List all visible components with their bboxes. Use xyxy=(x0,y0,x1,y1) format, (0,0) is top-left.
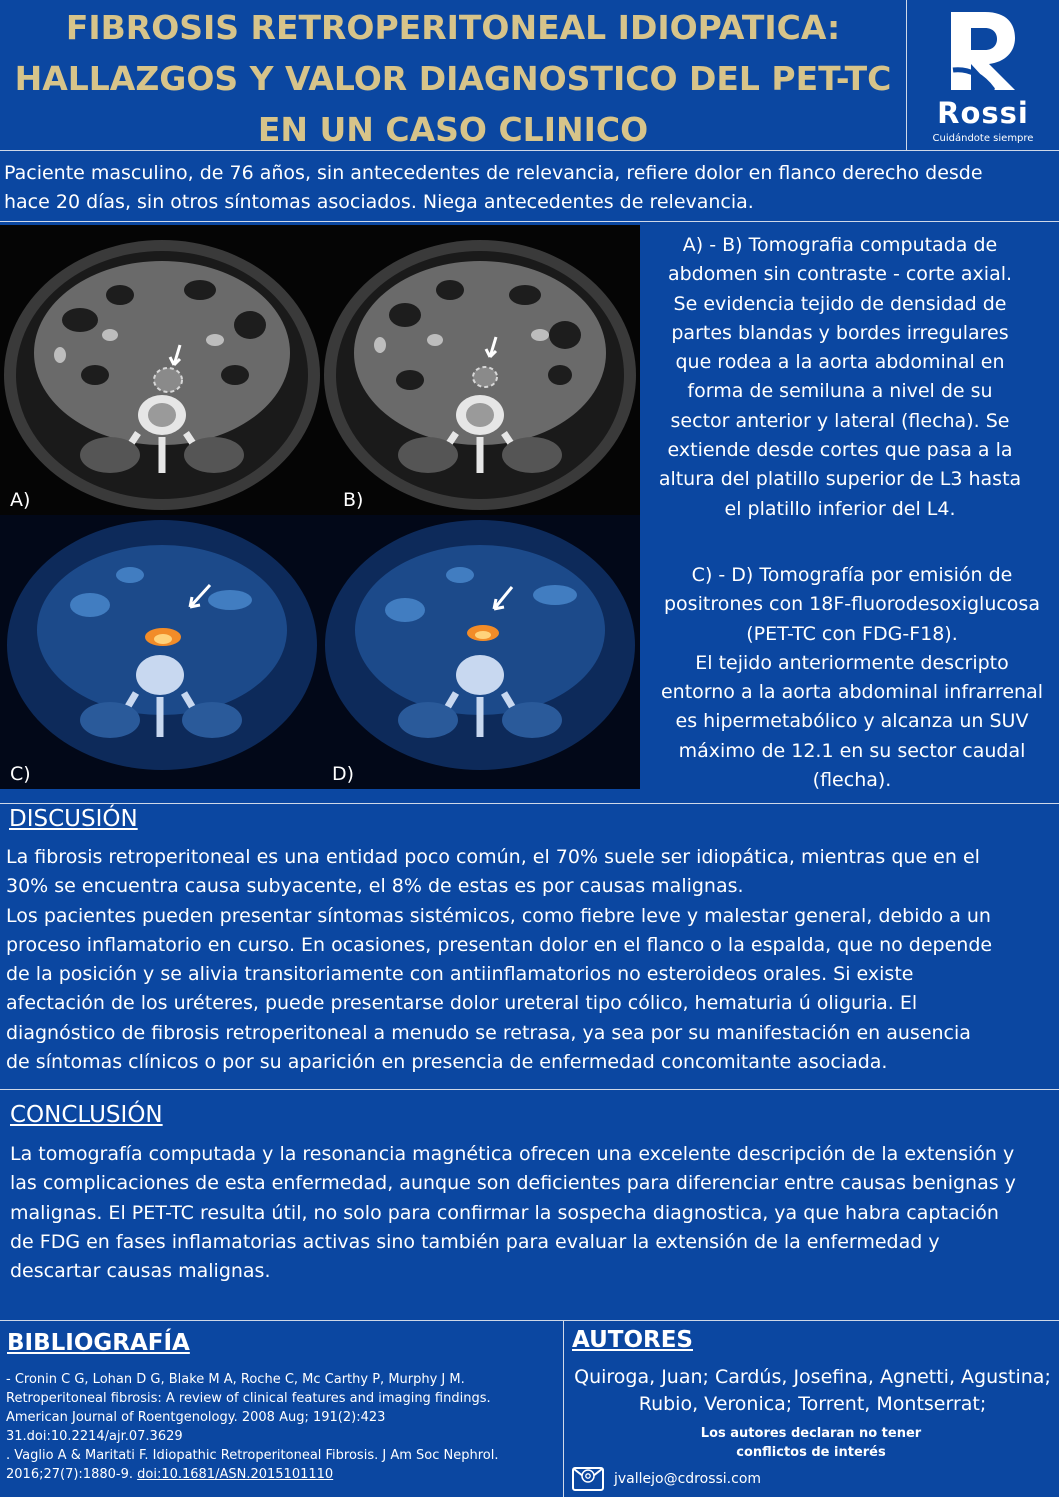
desc-ab-line: A) - B) Tomografia computada de xyxy=(682,234,998,256)
figure-description-ab xyxy=(645,231,1035,524)
pet-ct-image-d xyxy=(320,515,640,789)
panel-label-b: B) xyxy=(343,489,364,511)
desc-ab-line: extiende desde cortes que pasa a la xyxy=(667,439,1013,462)
discussion-line: Los pacientes pueden presentar síntomas sistémicos, como fiebre leve y malestar general, debido a un xyxy=(6,904,991,927)
desc-cd-line: C) - D) Tomografía por emisión de xyxy=(691,564,1013,586)
desc-cd-line: (PET-TC con FDG-F18). xyxy=(746,622,958,645)
desc-ab-line: Se evidencia tejido de densidad de xyxy=(673,292,1007,315)
desc-cd-line: (flecha). xyxy=(812,769,892,792)
discussion-line: 30% se encuentra causa subyacente, el 8% de estas es por causas malignas. xyxy=(6,875,744,898)
note-line: Los autores declaran no tener xyxy=(700,1426,922,1441)
ct-scan-image-a xyxy=(0,225,320,515)
conclusion-title: CONCLUSIÓN xyxy=(10,1102,163,1128)
conclusion-line: de FDG en fases inflamatorias activas sino también para evaluar la extensión de la enfermedad y xyxy=(10,1230,940,1253)
desc-ab-line: el platillo inferior del L4. xyxy=(724,497,956,520)
desc-cd-line: entorno a la aorta abdominal infrarrenal xyxy=(660,681,1043,704)
reference-1-line: - Cronin C G, Lohan D G, Blake M A, Roche C, Mc Carthy P, Murphy J M. xyxy=(6,1372,465,1387)
figure-description-cd xyxy=(645,561,1059,795)
poster-title xyxy=(0,0,906,155)
desc-ab-line: partes blandas y bordes irregulares xyxy=(671,321,1009,344)
intro-line-2: hace 20 días, sin otros síntomas asociados. Niega antecedentes de relevancia. xyxy=(4,191,754,213)
authors-names xyxy=(566,1364,1059,1418)
discussion-line: La fibrosis retroperitoneal es una entidad poco común, el 70% suele ser idiopática, mientras que en el xyxy=(6,846,980,868)
panel-label-d: D) xyxy=(332,763,355,785)
bibliography-list xyxy=(6,1370,546,1484)
authors-line: Quiroga, Juan; Cardús, Josefina, Agnetti, Agustina; xyxy=(574,1366,1051,1388)
discussion-body xyxy=(6,843,1056,1077)
ct-scan-image-b xyxy=(320,225,640,515)
reference-2-citation: 2016;27(7):1880-9. xyxy=(6,1467,138,1482)
title-line-2: HALLAZGOS Y VALOR DIAGNOSTICO DEL PET-TC xyxy=(14,59,892,98)
note-line: conflictos de interés xyxy=(736,1445,886,1460)
rossi-logo xyxy=(907,0,1059,150)
discussion-bottom-rule xyxy=(0,1089,1059,1090)
intro-bottom-rule xyxy=(0,221,1059,222)
logo-tagline: Cuidándote siempre xyxy=(932,133,1034,144)
authors-line: Rubio, Veronica; Torrent, Montserrat; xyxy=(638,1393,987,1415)
intro-line-1: Paciente masculino, de 76 años, sin antecedentes de relevancia, refiere dolor en flanco derecho desde xyxy=(4,162,983,184)
desc-cd-line: es hipermetabólico y alcanza un SUV xyxy=(675,710,1029,733)
header-bottom-rule xyxy=(0,150,1059,151)
discussion-line: de la posición y se alivia transitoriamente con antiinflamatorios no esteroideos orales. Si existe xyxy=(6,963,914,986)
desc-cd-line: máximo de 12.1 en su sector caudal xyxy=(678,739,1026,762)
reference-2-line xyxy=(6,1465,546,1484)
case-intro xyxy=(4,159,1054,217)
title-line-3: EN UN CASO CLINICO xyxy=(257,110,649,149)
conclusion-line: las complicaciones de esta enfermedad, aunque son deficientes para diferenciar entre causas benignas y xyxy=(10,1172,1016,1195)
conclusion-bottom-rule xyxy=(0,1320,1059,1321)
bibliography-title: BIBLIOGRAFÍA xyxy=(7,1330,190,1356)
conclusion-line: descartar causas malignas. xyxy=(10,1260,271,1283)
desc-ab-line: que rodea a la aorta abdominal en xyxy=(675,351,1005,374)
discussion-line: afectación de los uréteres, puede presentarse dolor ureteral tipo cólico, hematuria ú oliguria. El xyxy=(6,992,918,1015)
footer-divider xyxy=(563,1320,564,1497)
reference-2-doi-link[interactable]: doi:10.1681/ASN.2015101110 xyxy=(137,1467,334,1482)
reference-1-line: American Journal of Roentgenology. 2008 Aug; 191(2):423 xyxy=(6,1410,386,1425)
reference-2-line: . Vaglio A & Maritati F. Idiopathic Retroperitoneal Fibrosis. J Am Soc Nephrol. xyxy=(6,1448,499,1463)
desc-ab-line: sector anterior y lateral (flecha). Se xyxy=(670,409,1010,432)
discussion-line: proceso inflamatorio en curso. En ocasiones, presentan dolor en el flanco o la espalda, que no depende xyxy=(6,933,993,956)
desc-cd-line: El tejido anteriormente descripto xyxy=(695,651,1009,674)
reference-1-line: 31.doi:10.2214/ajr.07.3629 xyxy=(6,1429,183,1444)
email-at-icon xyxy=(572,1467,604,1491)
authors-title: AUTORES xyxy=(572,1327,693,1353)
panel-label-a: A) xyxy=(10,489,31,511)
conflict-of-interest-note xyxy=(566,1424,1056,1462)
poster-header xyxy=(0,0,906,150)
desc-cd-line: positrones con 18F-fluorodesoxiglucosa xyxy=(664,593,1040,616)
discussion-line: de síntomas clínicos o por su aparición en presencia de enfermedad concomitante asociada. xyxy=(6,1051,888,1074)
discussion-title: DISCUSIÓN xyxy=(9,806,138,832)
desc-ab-line: abdomen sin contraste - corte axial. xyxy=(667,263,1013,286)
pet-ct-image-c xyxy=(0,515,320,789)
desc-ab-line: altura del platillo superior de L3 hasta xyxy=(658,468,1022,491)
conclusion-line: malignas. El PET-TC resulta útil, no solo para confirmar la sospecha diagnostica, ya que habra captación xyxy=(10,1201,999,1224)
logo-brand-name: Rossi xyxy=(937,96,1029,130)
title-line-1: FIBROSIS RETROPERITONEAL IDIOPATICA: xyxy=(65,8,841,47)
panel-label-c: C) xyxy=(10,763,31,785)
email-address[interactable]: jvallejo@cdrossi.com xyxy=(614,1471,762,1487)
figures-bottom-rule xyxy=(0,803,1059,804)
rossi-r-logo-icon xyxy=(949,10,1019,92)
conclusion-line: La tomografía computada y la resonancia magnética ofrecen una excelente descripción de la extensión y xyxy=(10,1143,1015,1165)
desc-ab-line: forma de semiluna a nivel de su xyxy=(687,380,993,403)
conclusion-body xyxy=(10,1140,1056,1286)
contact-email[interactable] xyxy=(572,1466,761,1492)
figure-panel-grid xyxy=(0,225,640,789)
reference-1-line: Retroperitoneal fibrosis: A review of clinical features and imaging findings. xyxy=(6,1391,491,1406)
discussion-line: diagnóstico de fibrosis retroperitoneal a menudo se retrasa, ya sea por su manifestación en ausencia xyxy=(6,1021,971,1044)
